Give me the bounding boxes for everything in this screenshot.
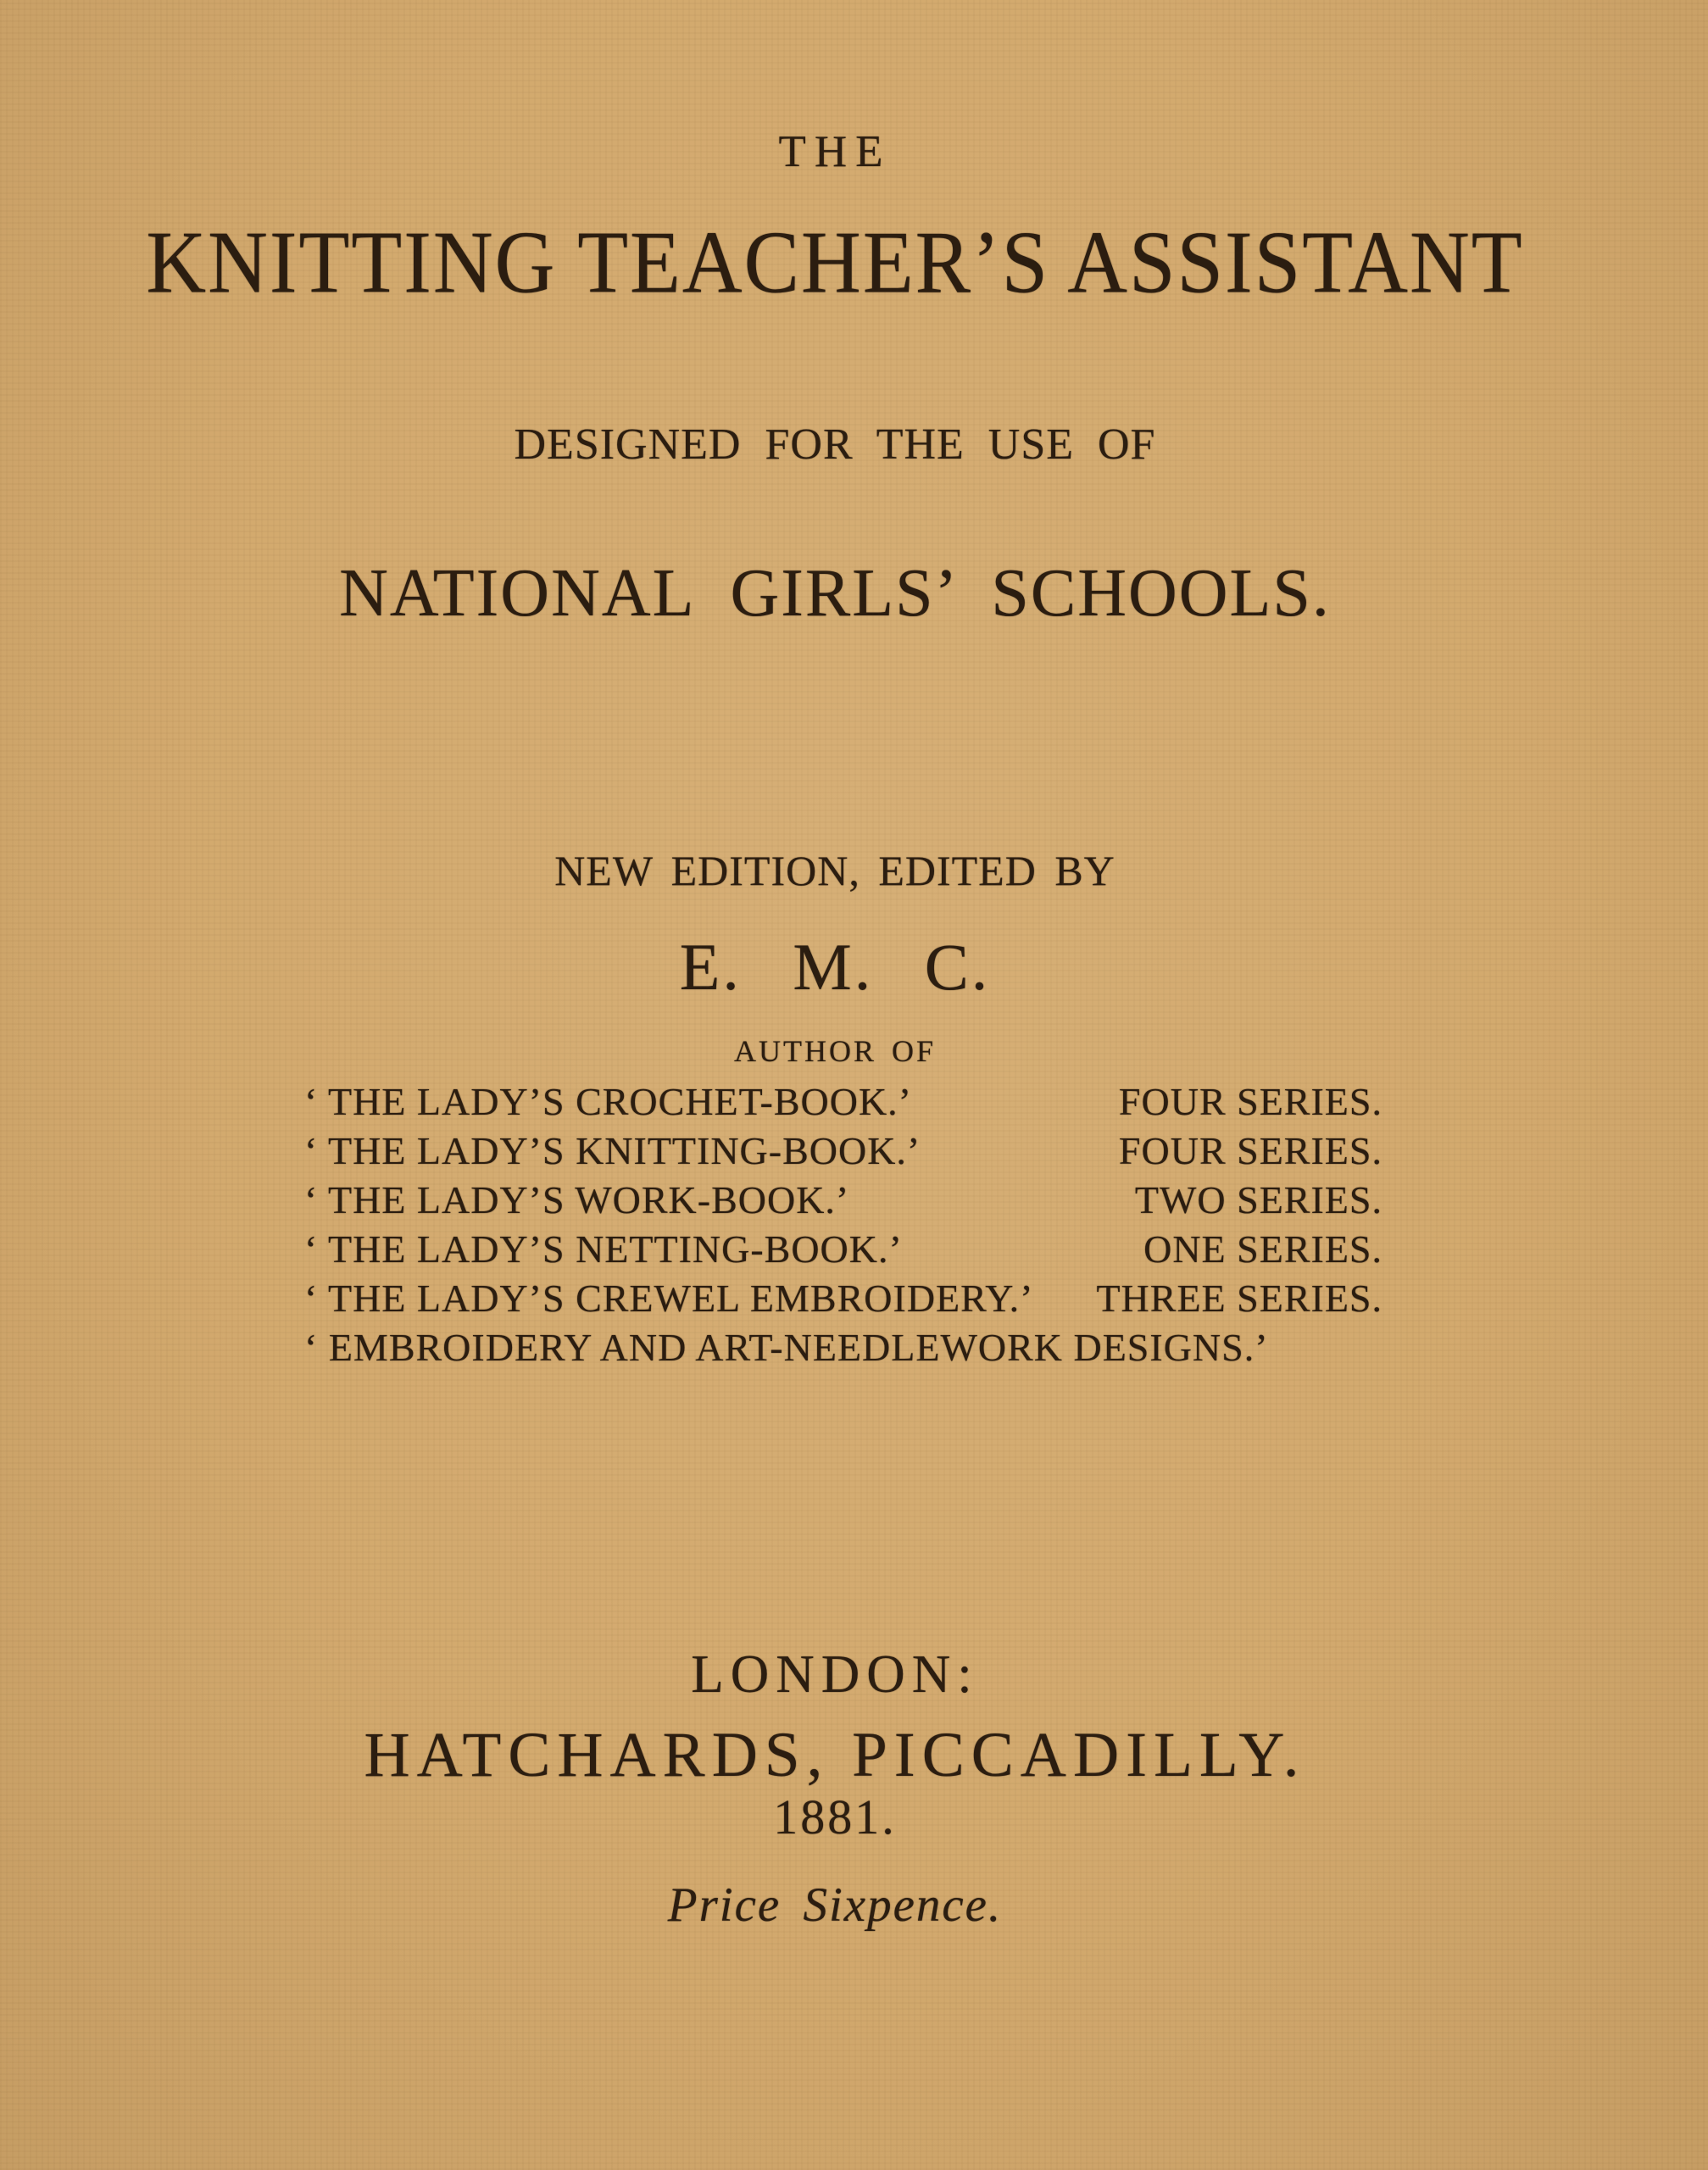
work-title: ‘ THE LADY’S NETTING-BOOK.’ — [304, 1227, 903, 1271]
book-title: KNITTING TEACHER’S ASSISTANT — [146, 214, 1524, 313]
edition-line: NEW EDITION, EDITED BY — [554, 847, 1115, 894]
work-row — [304, 1278, 1383, 1319]
audience-line: NATIONAL GIRLS’ SCHOOLS. — [339, 556, 1331, 631]
editor-initials: E. M. C. — [679, 930, 991, 1004]
work-title: ‘ EMBROIDERY AND ART-NEEDLEWORK DESIGNS.’ — [304, 1326, 1269, 1369]
work-series: FOUR SERIES. — [1118, 1129, 1383, 1172]
imprint-year: 1881. — [773, 1789, 897, 1844]
work-title: ‘ THE LADY’S KNITTING-BOOK.’ — [304, 1129, 921, 1172]
work-series: THREE SERIES. — [1096, 1277, 1383, 1320]
work-title: ‘ THE LADY’S CREWEL EMBROIDERY.’ — [304, 1277, 1034, 1320]
work-row — [304, 1131, 1383, 1171]
work-series: ONE SERIES. — [1143, 1227, 1383, 1271]
work-row — [304, 1327, 1383, 1368]
work-series: FOUR SERIES. — [1118, 1080, 1383, 1123]
works-list — [304, 1082, 1383, 1377]
author-of-label: AUTHOR OF — [733, 1034, 936, 1068]
work-row — [304, 1180, 1383, 1221]
work-row — [304, 1082, 1383, 1122]
work-row — [304, 1229, 1383, 1270]
imprint-city: LONDON: — [691, 1644, 979, 1704]
work-title: ‘ THE LADY’S CROCHET-BOOK.’ — [304, 1080, 912, 1123]
work-title: ‘ THE LADY’S WORK-BOOK.’ — [304, 1178, 850, 1221]
work-series: TWO SERIES. — [1134, 1178, 1383, 1221]
subtitle-line: DESIGNED FOR THE USE OF — [514, 420, 1156, 469]
half-title: THE — [778, 127, 892, 176]
imprint-price: Price Sixpence. — [667, 1878, 1003, 1932]
imprint-publisher: HATCHARDS, PICCADILLY. — [364, 1720, 1306, 1790]
